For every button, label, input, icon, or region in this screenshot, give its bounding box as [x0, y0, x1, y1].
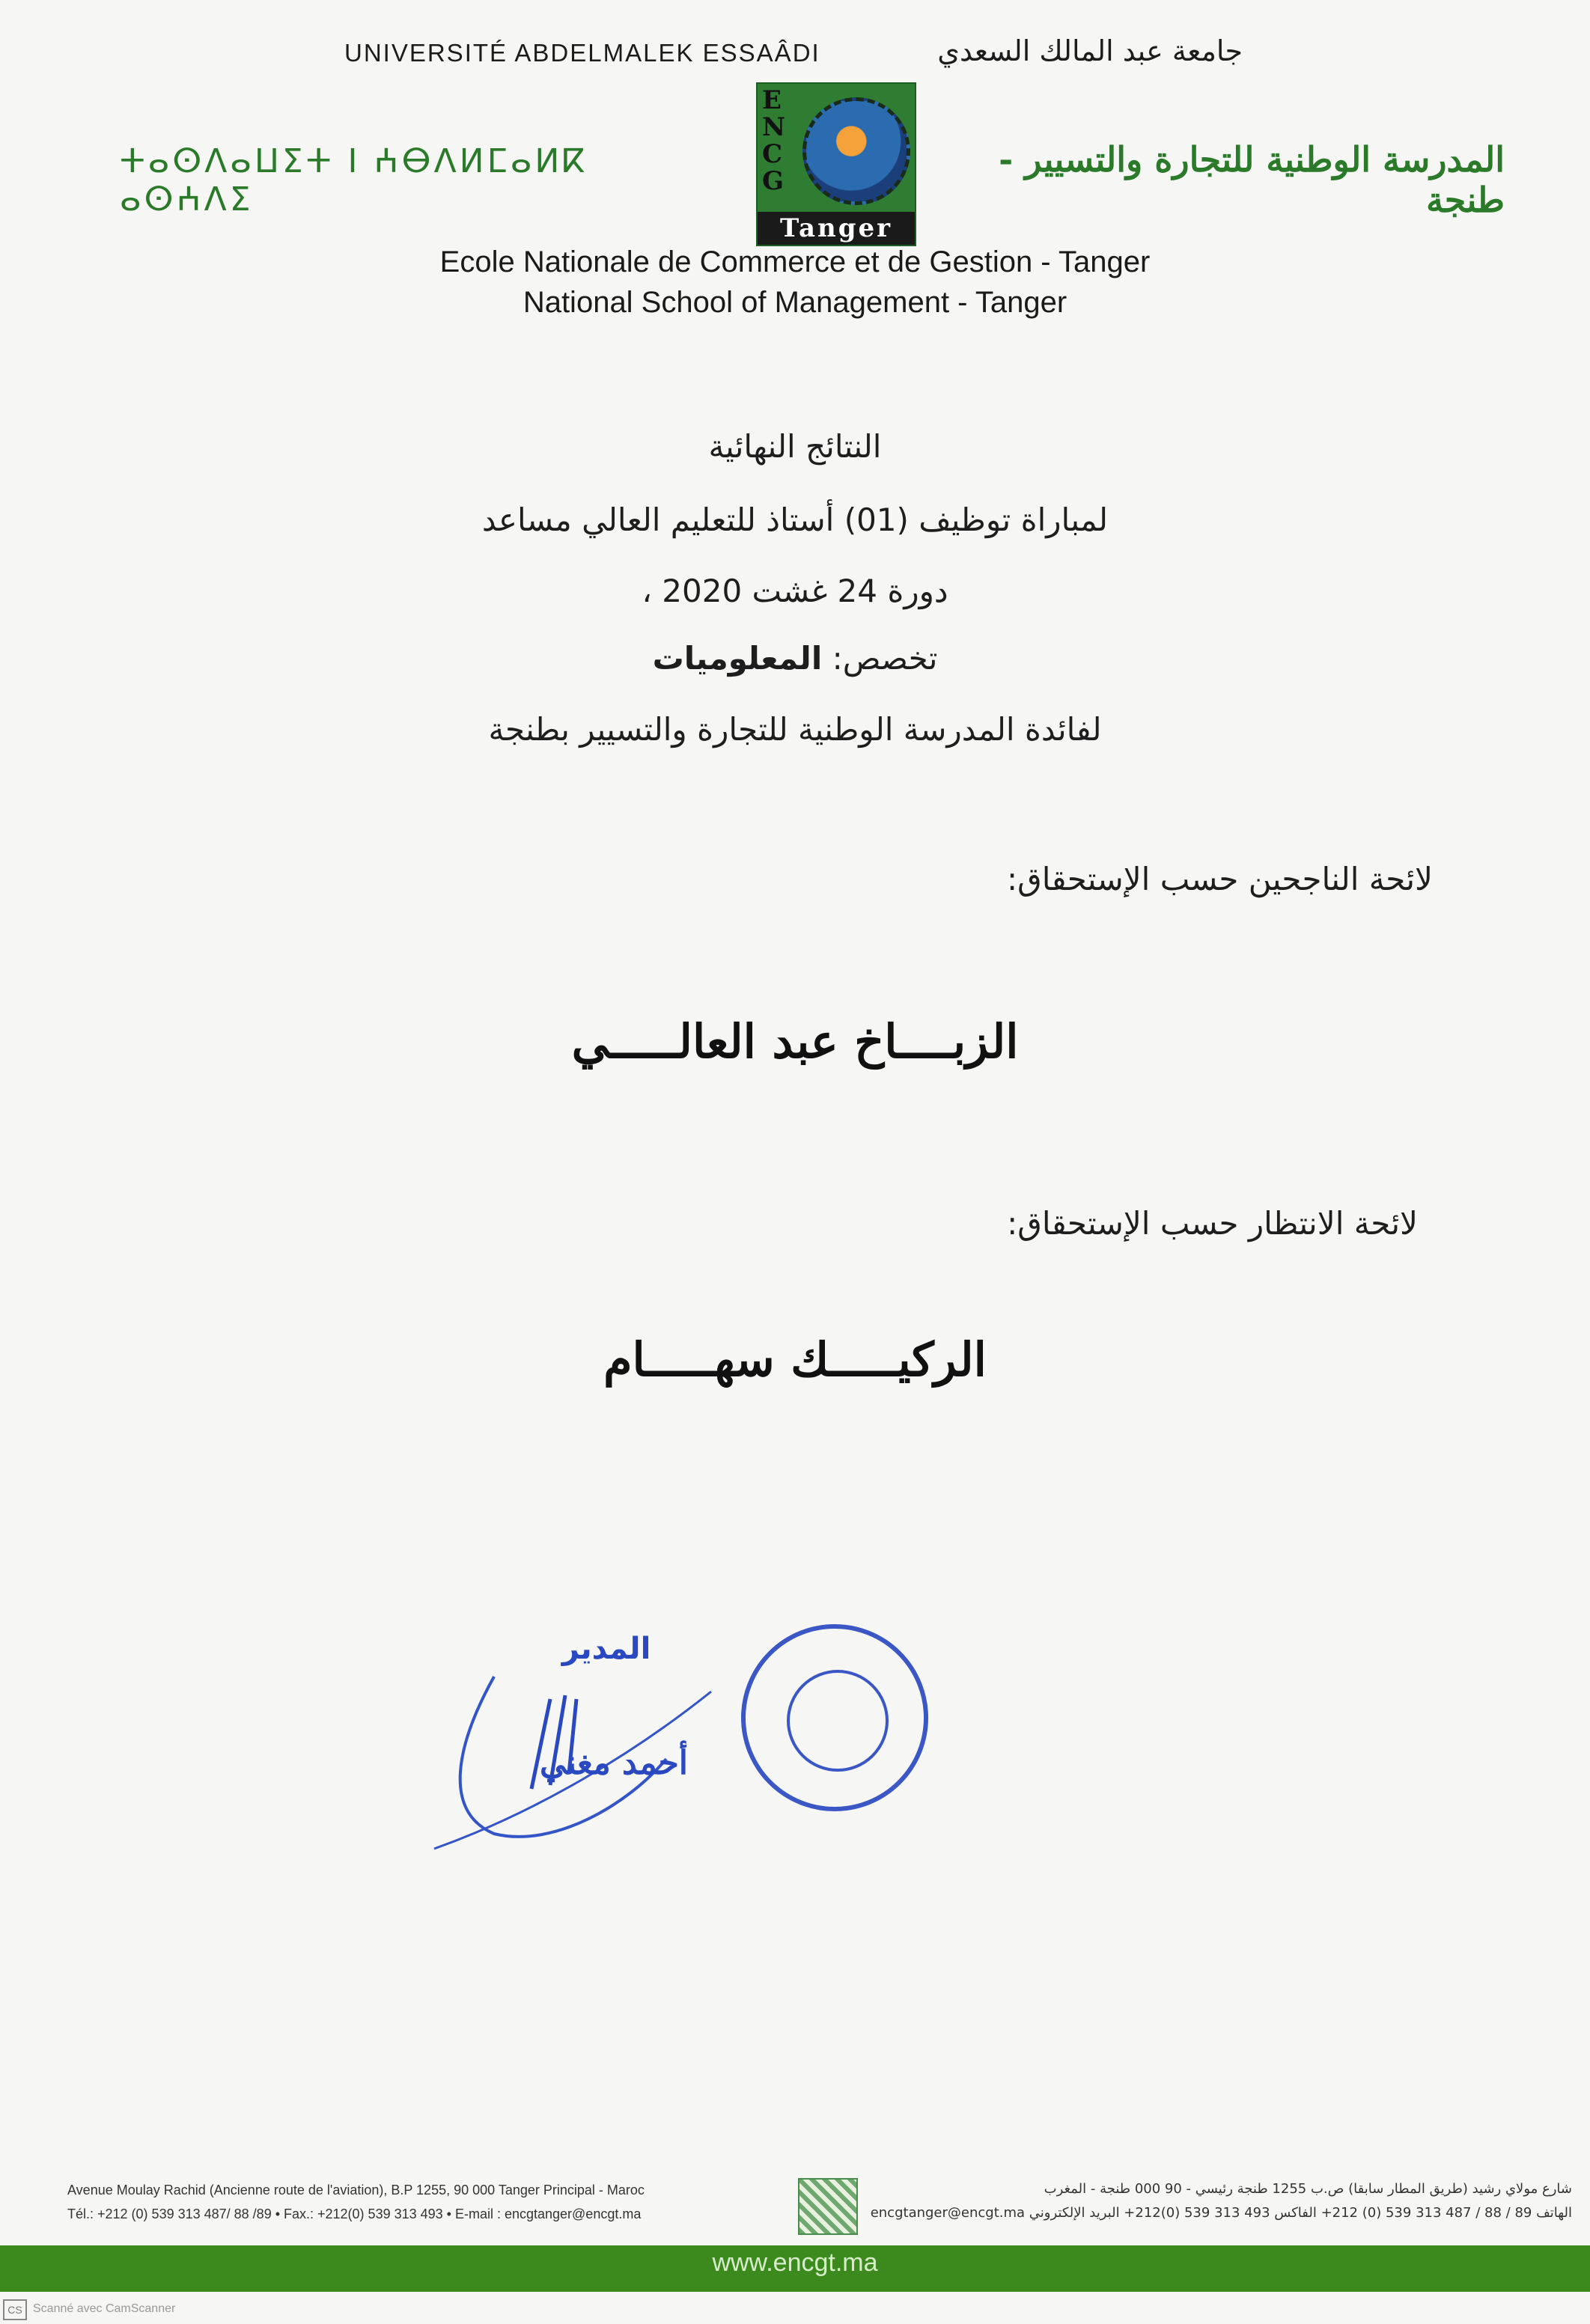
- footer-address-fr: Avenue Moulay Rachid (Ancienne route de l'aviation), B.P 1255, 90 000 Tanger Principal - Maroc: [67, 2183, 645, 2198]
- specialty-label: تخصص:: [832, 640, 938, 677]
- university-name-ar: جامعة عبد المالك السعدي: [937, 34, 1243, 67]
- globe-icon: [802, 97, 910, 205]
- camscanner-icon: CS: [3, 2299, 27, 2320]
- competition-line: لمباراة توظيف (01) أستاذ للتعليم العالي مساعد: [481, 501, 1109, 538]
- admitted-candidate-name: الزبــــاخ عبد العالـــــي: [571, 1014, 1019, 1069]
- specialty-value: المعلوميات: [652, 640, 823, 677]
- logo-city: Tanger: [758, 212, 915, 245]
- session-line: دورة 24 غشت 2020 ،: [642, 573, 948, 609]
- waiting-candidate-name: الركيـــــك سهـــــام: [603, 1332, 987, 1387]
- school-name-ar-header: المدرسة الوطنية للتجارة والتسيير - طنجة: [999, 139, 1505, 220]
- university-name-fr: UNIVERSITÉ ABDELMALEK ESSAÂDI: [344, 39, 820, 67]
- specialty-line: [0, 640, 1590, 677]
- school-name-tifinagh: ⵜⴰⵙⴷⴰⵡⵉⵜ ⵏ ⵄⴱⴷⵍⵎⴰⵍⴽ ⴰⵙⵄⴷⵉ: [120, 142, 588, 219]
- footer-website: www.encgt.ma: [712, 2248, 878, 2277]
- logo-letters: E N C G: [762, 85, 786, 196]
- footer-contact-fr: Tél.: +212 (0) 539 313 487/ 88 /89 • Fax.: +212(0) 539 313 493 • E-mail : encgtanger@encgt.ma: [67, 2206, 642, 2221]
- school-name-en: National School of Management - Tanger: [523, 286, 1067, 319]
- footer-pattern-icon: [798, 2178, 858, 2235]
- waiting-list-label: لائحة الانتظار حسب الإستحقاق:: [1007, 1205, 1418, 1242]
- document-title: النتائج النهائية: [708, 428, 882, 465]
- admitted-list-label: لائحة الناجحين حسب الإستحقاق:: [1006, 861, 1433, 897]
- encg-logo: [756, 82, 916, 246]
- signatory-name: أحمد مغني: [539, 1744, 689, 1782]
- school-name-fr: Ecole Nationale de Commerce et de Gestion - Tanger: [439, 245, 1151, 278]
- footer-address-ar: شارع مولاي رشيد (طريق المطار سابقا) ص.ب 1255 طنجة رئيسي - 90 000 طنجة - المغرب: [1044, 2181, 1572, 2197]
- signature-block: [389, 1624, 988, 1871]
- beneficiary-line: لفائدة المدرسة الوطنية للتجارة والتسيير بطنجة: [488, 711, 1102, 748]
- signatory-title: المدير: [561, 1632, 651, 1666]
- footer-contact-ar: الهاتف 89 / 88 / 487 313 539 (0) 212+ الفاكس 493 313 539 (0)212+ البريد الإلكتروني encgtanger@encgt.ma: [870, 2205, 1572, 2221]
- official-stamp: [741, 1624, 928, 1811]
- scanner-watermark: Scanné avec CamScanner: [33, 2302, 176, 2315]
- stamp-inner-ring: [787, 1670, 889, 1772]
